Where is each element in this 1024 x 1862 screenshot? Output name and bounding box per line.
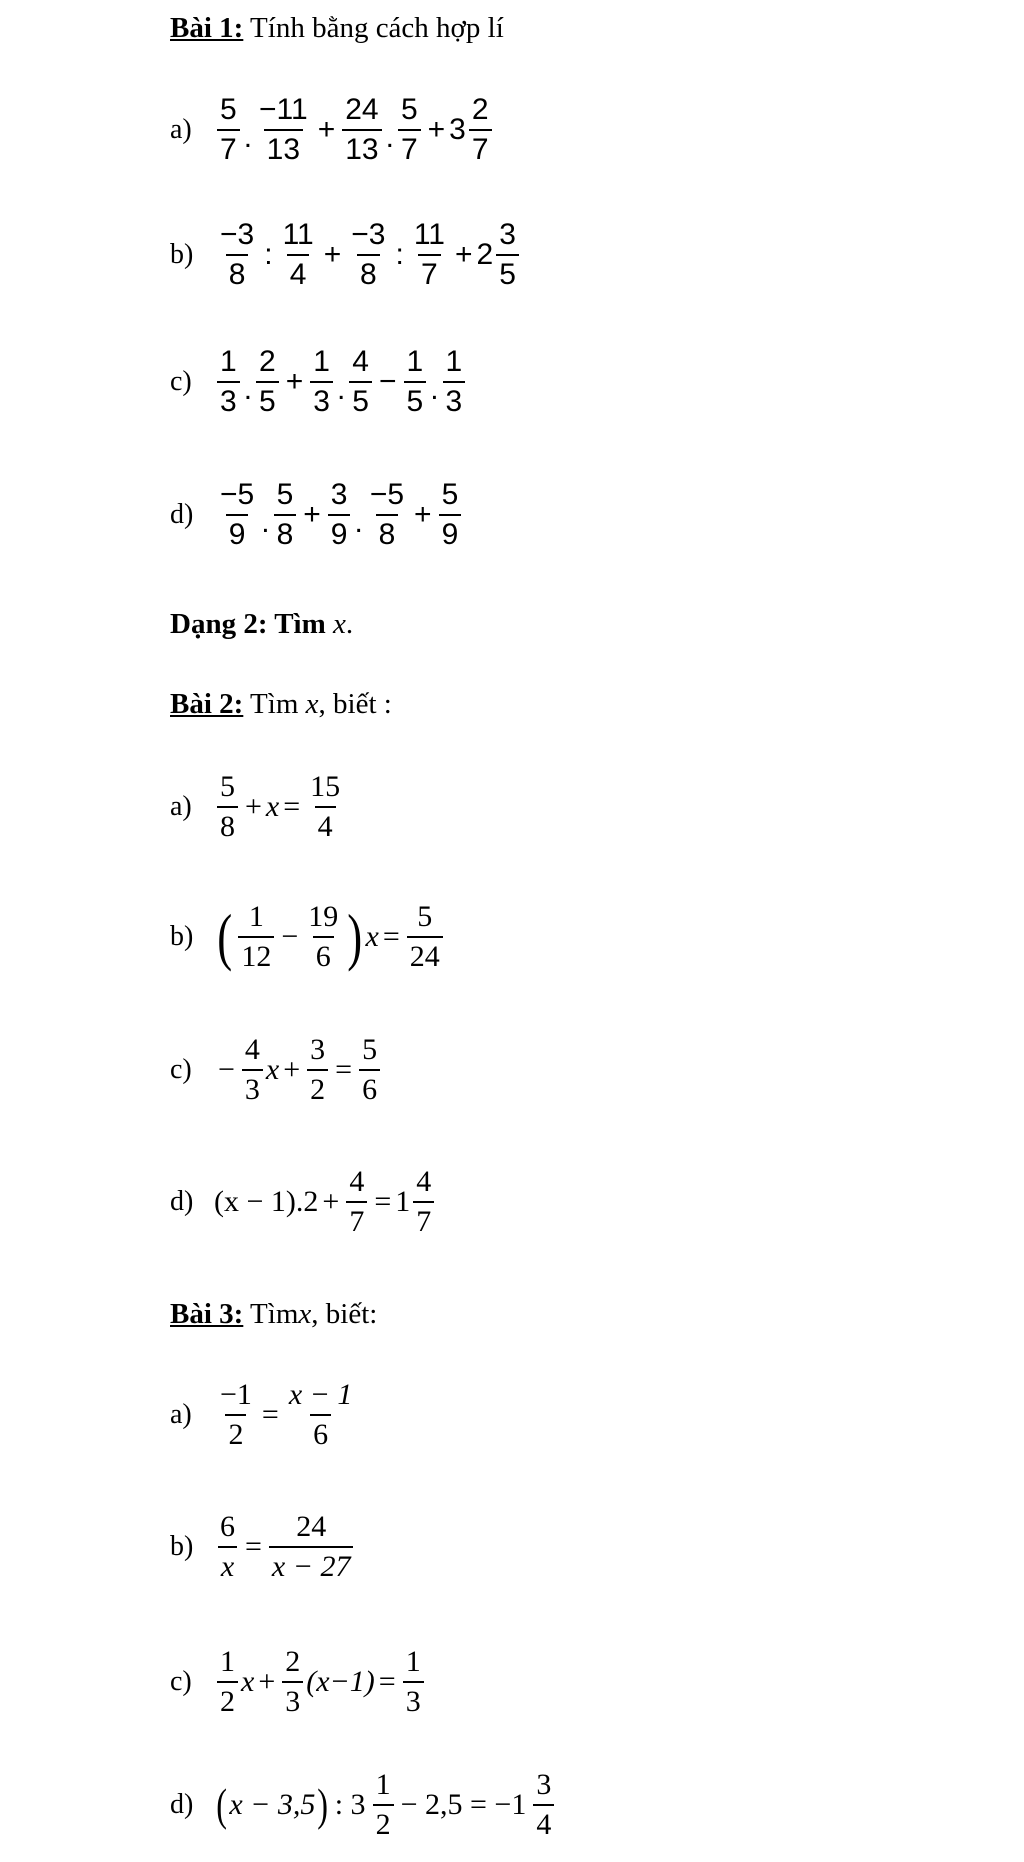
variable: x	[265, 1052, 280, 1086]
operator: =	[374, 1184, 392, 1218]
fraction: $\frac{1}{3}$	[217, 345, 240, 418]
fraction: $\frac{x - 1}{6}$	[288, 1378, 353, 1451]
bai1-expression-c: $\frac{1}{3}$ . $\frac{2}{5}$ + $\frac{1}{3}$ . $\frac{4}{5}$ − $\frac{1}{5}$ . $\frac{1}{3}$	[214, 345, 468, 418]
mixed-number: 2 $\frac{3}{5}$	[477, 218, 522, 291]
fraction: $\frac{4}{7}$	[346, 1165, 367, 1238]
fraction: $\frac{11}{4}$	[282, 218, 314, 291]
fraction: $\frac{24}{x - 27}$	[269, 1510, 354, 1583]
bai3-item-b	[170, 1510, 356, 1583]
variable: x	[298, 1298, 312, 1330]
bai2-heading: Bài 2: Tìm x, biết :	[170, 688, 392, 720]
operator: +	[427, 112, 446, 146]
operator: +	[317, 112, 336, 146]
bai2-item-b	[170, 900, 446, 973]
fraction: $\frac{5}{24}$	[407, 900, 443, 973]
bai1-item-a	[170, 93, 495, 166]
bai2-prefix: Bài 2:	[170, 688, 244, 720]
bai2-item-d	[170, 1165, 437, 1238]
item-label: b)	[170, 1530, 194, 1562]
fraction: $\frac{4}{7}$	[413, 1165, 434, 1238]
fraction: $\frac{-5}{8}$	[369, 478, 405, 551]
bai1-item-d	[170, 478, 464, 551]
bai1-expression-d: $\frac{-5}{9}$ . $\frac{5}{8}$ + $\frac{3}{9}$ . $\frac{-5}{8}$ + $\frac{5}{9}$	[214, 478, 464, 551]
fraction: $\frac{1}{12}$	[238, 900, 274, 973]
fraction: $\frac{3}{2}$	[307, 1033, 328, 1106]
paren: (	[216, 1778, 228, 1830]
item-label: a)	[170, 790, 192, 822]
fraction: $\frac{2}{5}$	[256, 345, 279, 418]
mixed-number: 3 $\frac{2}{7}$	[449, 93, 494, 166]
fraction: $\frac{5}{8}$	[274, 478, 297, 551]
operator: −	[281, 919, 299, 953]
fraction: $\frac{5}{7}$	[217, 93, 240, 166]
operator: +	[258, 1664, 276, 1698]
operator: : 3	[334, 1787, 366, 1821]
operator: +	[245, 789, 262, 823]
fraction: $\frac{1}{3}$	[310, 345, 333, 418]
fraction: $\frac{-1}{2}$	[220, 1378, 252, 1451]
fraction: $\frac{1}{5}$	[404, 345, 427, 418]
operator: =	[261, 1397, 279, 1431]
operator: −	[378, 364, 397, 398]
operator: :	[264, 237, 273, 271]
operator: +	[454, 237, 473, 271]
bai2-expression-a	[214, 770, 346, 843]
fraction: $\frac{2}{3}$	[282, 1645, 303, 1718]
item-label: b)	[170, 238, 194, 270]
item-label: b)	[170, 920, 194, 952]
fraction: $\frac{6}{x}$	[217, 1510, 238, 1583]
bai2-item-a	[170, 770, 346, 843]
bai2-expression-c	[214, 1033, 383, 1106]
fraction: $\frac{1}{3}$	[403, 1645, 424, 1718]
fraction: $\frac{2}{7}$	[469, 93, 492, 166]
fraction: $\frac{15}{4}$	[310, 770, 341, 843]
bai3-expression-d	[214, 1768, 557, 1841]
bai1-item-c	[170, 345, 468, 418]
bai3-expression-c	[214, 1645, 427, 1718]
variable: x	[241, 1664, 255, 1698]
bai3-prefix: Bài 3:	[170, 1298, 244, 1330]
variable: x	[305, 688, 319, 720]
bai1-expression-a: $\frac{5}{7}$ . $\frac{-11}{13}$ + $\frac{24}{13}$ . $\frac{5}{7}$ + 3 $\frac{2}{7}$	[214, 93, 495, 166]
fraction: $\frac{5}{6}$	[359, 1033, 380, 1106]
fraction: $\frac{1}{2}$	[217, 1645, 238, 1718]
bai3-item-a	[170, 1378, 358, 1451]
operator: =	[382, 919, 400, 953]
operator: +	[323, 237, 342, 271]
fraction: $\frac{3}{4}$	[533, 1768, 554, 1841]
bai2-expression-b	[214, 900, 446, 973]
fraction: $\frac{-11}{13}$	[259, 93, 308, 166]
variable: x	[365, 919, 379, 953]
bai1-heading	[170, 12, 504, 45]
operator: =	[283, 789, 301, 823]
fraction: $\frac{4}{5}$	[349, 345, 372, 418]
operator: =	[245, 1529, 262, 1563]
item-label: d)	[170, 1788, 194, 1820]
operator: =	[335, 1052, 353, 1086]
operator: +	[303, 497, 321, 531]
operator: :	[395, 237, 404, 271]
bai2-expression-d	[214, 1165, 437, 1238]
fraction: $\frac{5}{8}$	[217, 770, 238, 843]
dang2-heading: Dạng 2: Tìm x.	[170, 608, 354, 640]
operator: − 2,5 = −1	[400, 1787, 527, 1821]
fraction: $\frac{-5}{9}$	[220, 478, 255, 551]
bai1-item-b	[170, 218, 522, 291]
paren: )	[317, 1778, 329, 1830]
paren: (	[217, 900, 233, 972]
variable: x	[265, 789, 280, 823]
operator: +	[414, 497, 432, 531]
bai2-item-c	[170, 1033, 383, 1106]
term: (x − 1).2	[214, 1184, 319, 1218]
bai1-prefix: Bài 1:	[170, 12, 244, 44]
variable: x	[333, 608, 346, 640]
item-label: c)	[170, 365, 192, 397]
bai3-heading: Bài 3: Tìmx, biết:	[170, 1298, 378, 1330]
fraction: $\frac{-3}{8}$	[220, 218, 255, 291]
fraction: $\frac{5}{9}$	[439, 478, 462, 551]
operator: +	[283, 1052, 301, 1086]
fraction: $\frac{24}{13}$	[342, 93, 381, 166]
bai3-item-d	[170, 1768, 557, 1841]
item-label: c)	[170, 1665, 192, 1697]
mixed-number: 1 $\frac{4}{7}$	[395, 1165, 437, 1238]
fraction: $\frac{1}{2}$	[373, 1768, 394, 1841]
operator: =	[378, 1664, 396, 1698]
fraction: $\frac{3}{5}$	[496, 218, 519, 291]
term: (x−1)	[306, 1664, 375, 1698]
paren: )	[347, 900, 363, 972]
item-label: a)	[170, 113, 192, 145]
operator: +	[285, 364, 304, 398]
dang2-title: Dạng 2: Tìm	[170, 608, 326, 640]
item-label: a)	[170, 1398, 192, 1430]
fraction: $\frac{11}{7}$	[413, 218, 445, 291]
fraction: $\frac{3}{9}$	[328, 478, 351, 551]
bai1-title: Tính bằng cách hợp lí	[250, 12, 504, 44]
operator: −	[218, 1052, 235, 1086]
fraction: $\frac{-3}{8}$	[351, 218, 386, 291]
item-label: d)	[170, 1185, 194, 1217]
item-label: d)	[170, 498, 194, 530]
fraction: $\frac{5}{7}$	[398, 93, 421, 166]
operator: +	[322, 1184, 340, 1218]
term: x − 3,5	[229, 1787, 316, 1821]
bai3-item-c	[170, 1645, 427, 1718]
fraction: $\frac{19}{6}$	[308, 900, 339, 973]
item-label: c)	[170, 1053, 192, 1085]
bai3-expression-b	[214, 1510, 356, 1583]
bai3-expression-a	[214, 1378, 358, 1451]
fraction: $\frac{1}{3}$	[443, 345, 466, 418]
bai1-expression-b	[214, 218, 522, 291]
fraction: $\frac{4}{3}$	[242, 1033, 263, 1106]
